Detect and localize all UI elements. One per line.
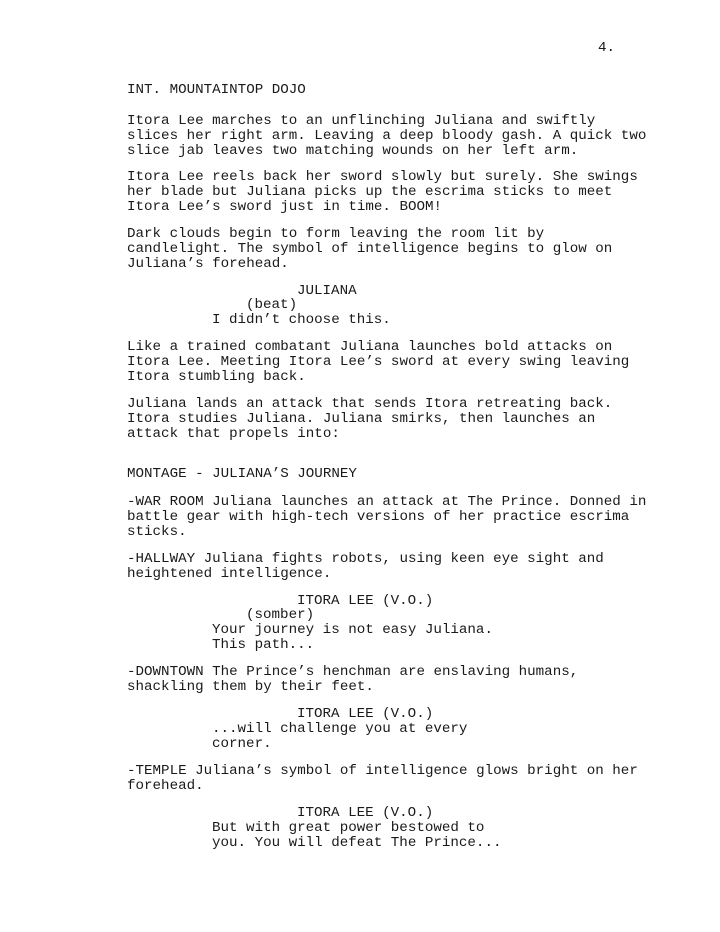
action-line: Itora studies Juliana. Juliana smirks, then launches an: [127, 411, 596, 427]
action-line: her blade but Juliana picks up the escrima sticks to meet: [127, 184, 613, 200]
action-line: battle gear with high-tech versions of her practice escrima: [127, 509, 630, 525]
action-line: forehead.: [127, 778, 204, 794]
character-name: ITORA LEE (V.O.): [297, 706, 434, 722]
parenthetical: (somber): [246, 607, 315, 623]
action-line: Itora stumbling back.: [127, 369, 306, 385]
action-line: Juliana’s forehead.: [127, 256, 289, 272]
action-line: Itora Lee marches to an unflinching Juliana and swiftly: [127, 113, 596, 129]
parenthetical: (beat): [246, 297, 298, 313]
action-line: Juliana lands an attack that sends Itora retreating back.: [127, 396, 613, 412]
action-line: -WAR ROOM Juliana launches an attack at The Prince. Donned in: [127, 494, 647, 510]
character-name: ITORA LEE (V.O.): [297, 805, 434, 821]
page-number: 4.: [598, 40, 616, 56]
scene-heading: INT. MOUNTAINTOP DOJO: [127, 82, 306, 98]
action-line: heightened intelligence.: [127, 566, 332, 582]
character-name: ITORA LEE (V.O.): [297, 593, 434, 609]
action-line: Dark clouds begin to form leaving the room lit by: [127, 226, 545, 242]
action-line: slices her right arm. Leaving a deep bloody gash. A quick two: [127, 128, 647, 144]
action-line: Itora Lee reels back her sword slowly but surely. She swings: [127, 169, 638, 185]
action-line: Itora Lee’s sword just in time. BOOM!: [127, 199, 443, 215]
action-line: candlelight. The symbol of intelligence begins to glow on: [127, 241, 613, 257]
action-line: attack that propels into:: [127, 426, 340, 442]
action-line: Like a trained combatant Juliana launches bold attacks on: [127, 339, 613, 355]
dialogue-line: you. You will defeat The Prince...: [212, 835, 502, 851]
action-line: -TEMPLE Juliana’s symbol of intelligence glows bright on her: [127, 763, 638, 779]
action-line: shackling them by their feet.: [127, 679, 374, 695]
dialogue-line: Your journey is not easy Juliana.: [212, 622, 493, 638]
action-line: Itora Lee. Meeting Itora Lee’s sword at every swing leaving: [127, 354, 630, 370]
montage-heading: MONTAGE - JULIANA’S JOURNEY: [127, 466, 357, 482]
dialogue-line: corner.: [212, 736, 272, 752]
action-line: -DOWNTOWN The Prince’s henchman are enslaving humans,: [127, 664, 579, 680]
dialogue-line: This path...: [212, 637, 315, 653]
action-line: sticks.: [127, 524, 187, 540]
dialogue-line: ...will challenge you at every: [212, 721, 468, 737]
character-name: JULIANA: [297, 283, 357, 299]
action-line: slice jab leaves two matching wounds on her left arm.: [127, 143, 579, 159]
dialogue-line: But with great power bestowed to: [212, 820, 485, 836]
dialogue-line: I didn’t choose this.: [212, 312, 391, 328]
action-line: -HALLWAY Juliana fights robots, using keen eye sight and: [127, 551, 604, 567]
